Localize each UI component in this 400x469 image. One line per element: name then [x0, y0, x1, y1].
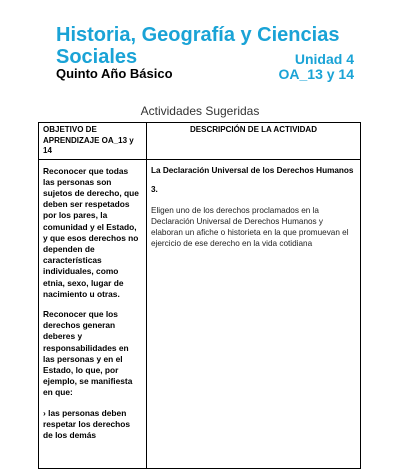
description-cell: [147, 159, 361, 468]
activity-title: La Declaración Universal de los Derechos Humanos: [151, 165, 354, 175]
oa-label: OA_13 y 14: [278, 66, 354, 82]
objective-paragraph: Reconocer que todas las personas son sujetos de derecho, que deben ser respetados por los pares, la comunidad y el Estado, y que esos derechos no dependen de características individuales, como etnia, sexo, lugar de nacimiento u otras.: [43, 165, 139, 299]
objective-paragraph: › las personas deben respetar los derechos de los demás: [43, 407, 131, 440]
table-row: [39, 159, 361, 468]
activities-table: [38, 122, 361, 469]
objective-cell: [39, 159, 147, 468]
activity-number: 3.: [151, 185, 158, 194]
title-line-2: Sociales: [56, 46, 138, 68]
objective-column-header: OBJETIVO DE APRENDIZAJE OA_13 y 14: [39, 123, 147, 160]
objective-paragraph: Reconocer que los derechos generan deberes y responsabilidades en las personas y en el Estado, lo que, por ejemplo, se manifiesta en que:: [43, 308, 133, 398]
activity-text: Eligen uno de los derechos proclamados en la Declaración Universal de Derechos Humanos y elaboran un afiche o historieta en la que promuevan el ejercicio de ese derecho en la vida cotidiana: [151, 205, 349, 248]
description-column-header: DESCRIPCIÓN DE LA ACTIVIDAD: [147, 123, 361, 160]
title-line-1: Historia, Geografía y Ciencias: [56, 24, 340, 46]
table-header-row: [39, 123, 361, 160]
section-title: Actividades Sugeridas: [140, 104, 260, 118]
grade-label: Quinto Año Básico: [56, 66, 173, 81]
unit-label: Unidad 4: [294, 51, 354, 67]
